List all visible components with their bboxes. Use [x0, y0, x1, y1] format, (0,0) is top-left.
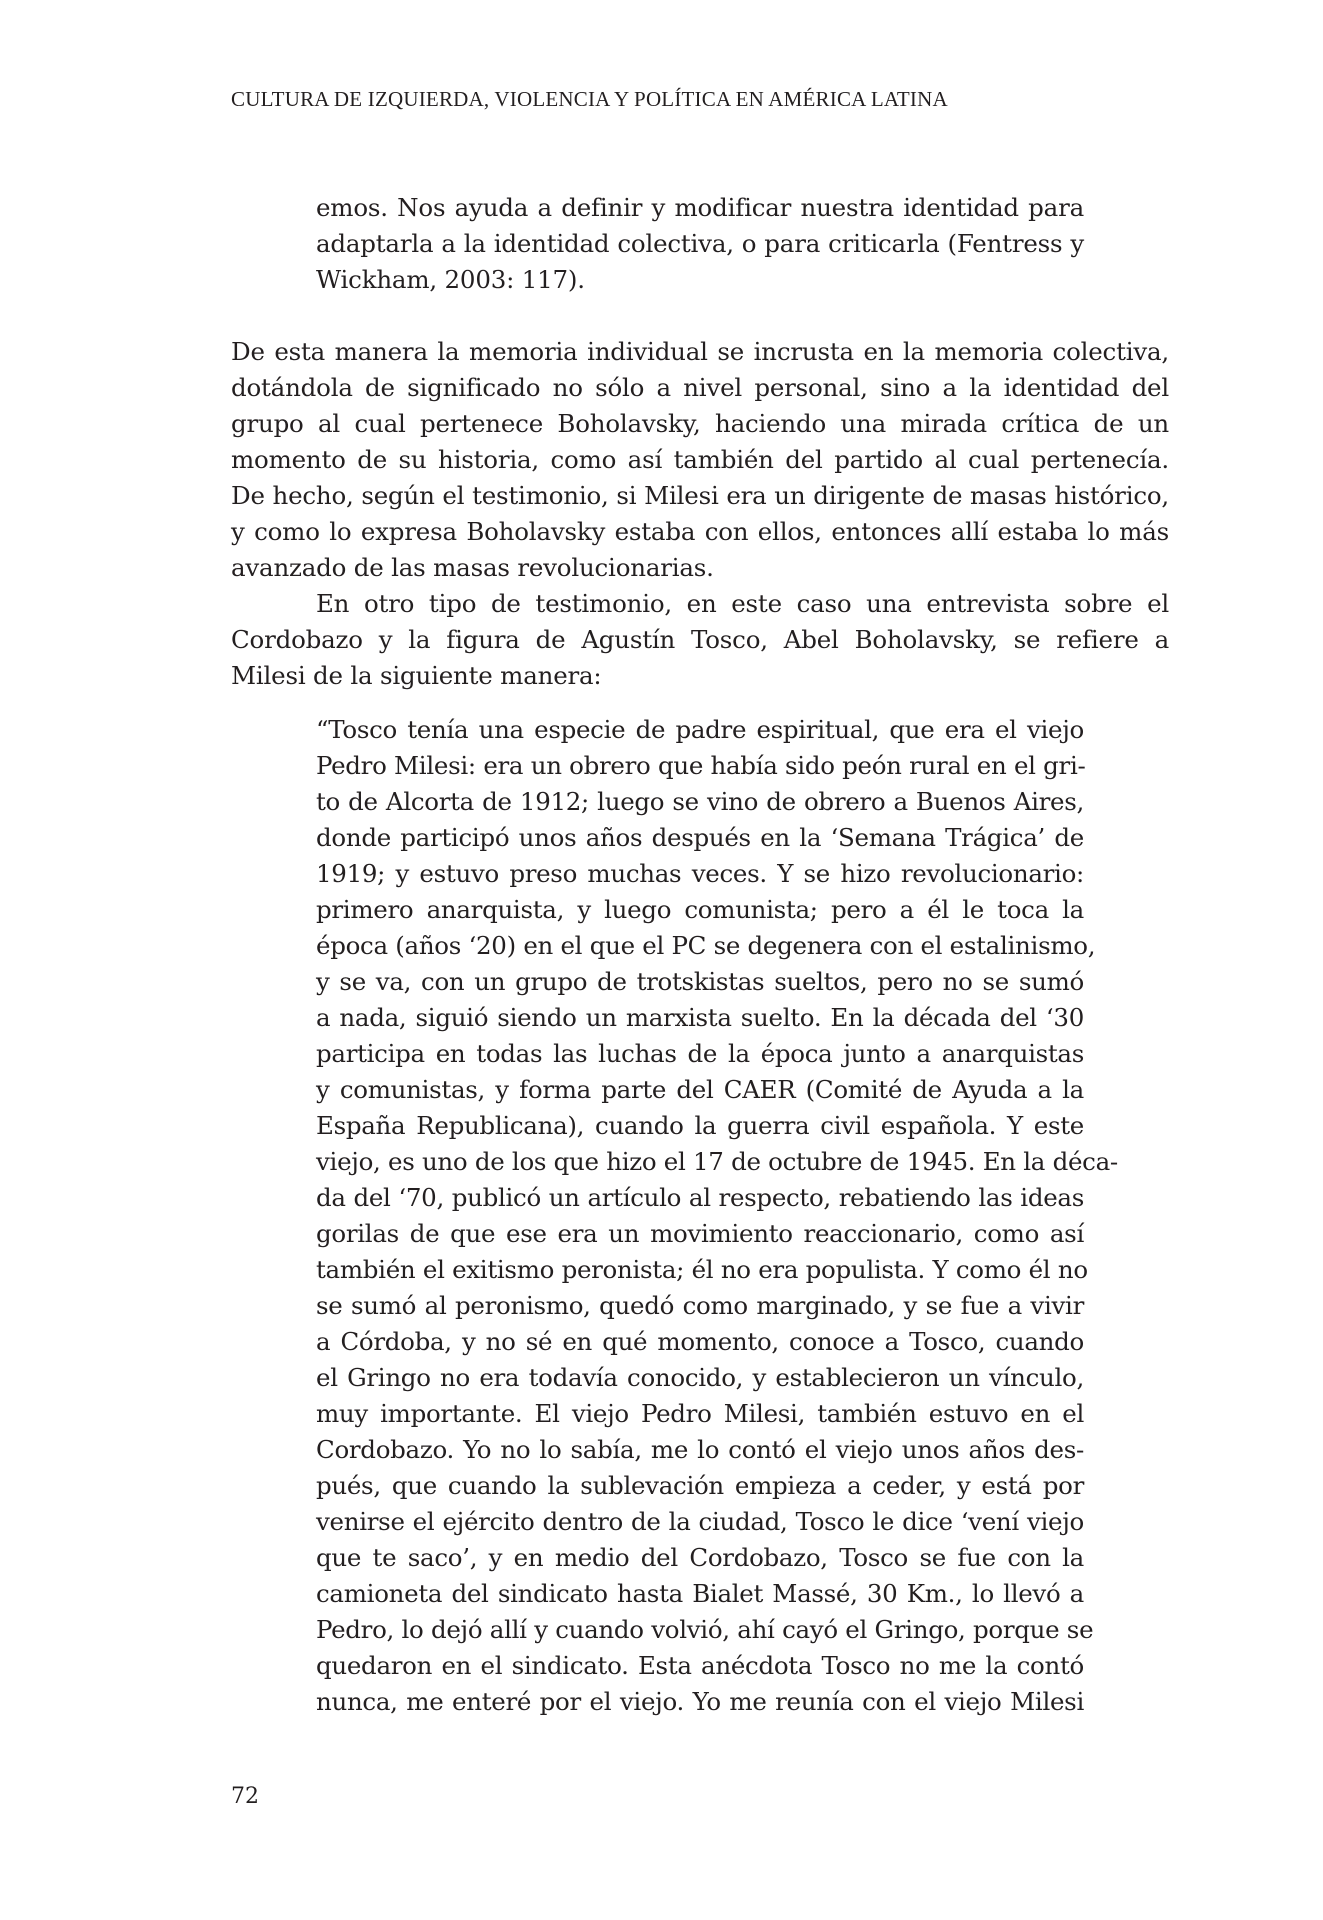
quote-line: época (años ‘20) en el que el PC se degenera con el estalinismo,: [316, 931, 1096, 960]
quote-line: Pedro, lo dejó allí y cuando volvió, ahí cayó el Gringo, porque se: [316, 1615, 1094, 1644]
quote-line: emos. Nos ayuda a definir y modificar nuestra identidad para: [316, 193, 1084, 222]
body-line: De esta manera la memoria individual se incrusta en la memoria colectiva,: [231, 337, 1169, 366]
quote-line: venirse el ejército dentro de la ciudad, Tosco le dice ‘vení viejo: [316, 1507, 1084, 1536]
body-line: grupo al cual pertenece Boholavsky, haciendo una mirada crítica de un: [231, 409, 1169, 438]
body-line: avanzado de las masas revolucionarias.: [231, 553, 714, 582]
body-line: dotándola de significado no sólo a nivel personal, sino a la identidad del: [231, 373, 1169, 402]
quote-line: participa en todas las luchas de la época junto a anarquistas: [316, 1039, 1084, 1068]
quote-line: que te saco’, y en medio del Cordobazo, Tosco se fue con la: [316, 1543, 1084, 1572]
quote-line: to de Alcorta de 1912; luego se vino de obrero a Buenos Aires,: [316, 787, 1084, 816]
quote-line: primero anarquista, y luego comunista; pero a él le toca la: [316, 895, 1084, 924]
quote-line: gorilas de que ese era un movimiento reaccionario, como así: [316, 1219, 1084, 1248]
quote-line: y se va, con un grupo de trotskistas sueltos, pero no se sumó: [316, 967, 1084, 996]
body-line: En otro tipo de testimonio, en este caso una entrevista sobre el: [316, 589, 1169, 618]
quote-line: viejo, es uno de los que hizo el 17 de octubre de 1945. En la déca-: [316, 1147, 1118, 1176]
quote-line: 1919; y estuvo preso muchas veces. Y se hizo revolucionario:: [316, 859, 1084, 888]
quote-line: España Republicana), cuando la guerra civil española. Y este: [316, 1111, 1084, 1140]
body-line: De hecho, según el testimonio, si Milesi era un dirigente de masas histórico,: [231, 481, 1169, 510]
body-line: Cordobazo y la figura de Agustín Tosco, Abel Boholavsky, se refiere a: [231, 625, 1169, 654]
running-header: CULTURA DE IZQUIERDA, VIOLENCIA Y POLÍTICA EN AMÉRICA LATINA: [231, 87, 948, 111]
page-number: 72: [231, 1784, 259, 1809]
quote-line: adaptarla a la identidad colectiva, o para criticarla (Fentress y: [316, 229, 1084, 258]
quote-line: a nada, siguió siendo un marxista suelto. En la década del ‘30: [316, 1003, 1084, 1032]
quote-line: nunca, me enteré por el viejo. Yo me reunía con el viejo Milesi: [316, 1687, 1084, 1716]
quote-line: donde participó unos años después en la ‘Semana Trágica’ de: [316, 823, 1084, 852]
quote-line: Wickham, 2003: 117).: [316, 265, 585, 294]
quote-line: muy importante. El viejo Pedro Milesi, también estuvo en el: [316, 1399, 1084, 1428]
quote-line: Cordobazo. Yo no lo sabía, me lo contó el viejo unos años des-: [316, 1435, 1084, 1464]
quote-line: a Córdoba, y no sé en qué momento, conoce a Tosco, cuando: [316, 1327, 1084, 1356]
paragraph: [231, 334, 1169, 586]
body-text: [231, 334, 1169, 694]
body-line: Milesi de la siguiente manera:: [231, 661, 602, 690]
quote-line: Pedro Milesi: era un obrero que había sido peón rural en el gri-: [316, 751, 1086, 780]
quote-line: da del ‘70, publicó un artículo al respecto, rebatiendo las ideas: [316, 1183, 1084, 1212]
block-quote-testimony: [316, 712, 1118, 1720]
quote-line: quedaron en el sindicato. Esta anécdota Tosco no me la contó: [316, 1651, 1084, 1680]
quote-line: también el exitismo peronista; él no era populista. Y como él no: [316, 1255, 1088, 1284]
quote-line: camioneta del sindicato hasta Bialet Massé, 30 Km., lo llevó a: [316, 1579, 1084, 1608]
quote-line: se sumó al peronismo, quedó como marginado, y se fue a vivir: [316, 1291, 1084, 1320]
body-line: y como lo expresa Boholavsky estaba con ellos, entonces allí estaba lo más: [231, 517, 1169, 546]
quote-line: pués, que cuando la sublevación empieza a ceder, y está por: [316, 1471, 1084, 1500]
body-line: momento de su historia, como así también del partido al cual pertenecía.: [231, 445, 1169, 474]
quote-line: “Tosco tenía una especie de padre espiritual, que era el viejo: [316, 715, 1084, 744]
paragraph: [231, 586, 1169, 694]
quote-line: el Gringo no era todavía conocido, y establecieron un vínculo,: [316, 1363, 1084, 1392]
quote-line: y comunistas, y forma parte del CAER (Comité de Ayuda a la: [316, 1075, 1084, 1104]
block-quote-continuation: [316, 190, 1084, 298]
